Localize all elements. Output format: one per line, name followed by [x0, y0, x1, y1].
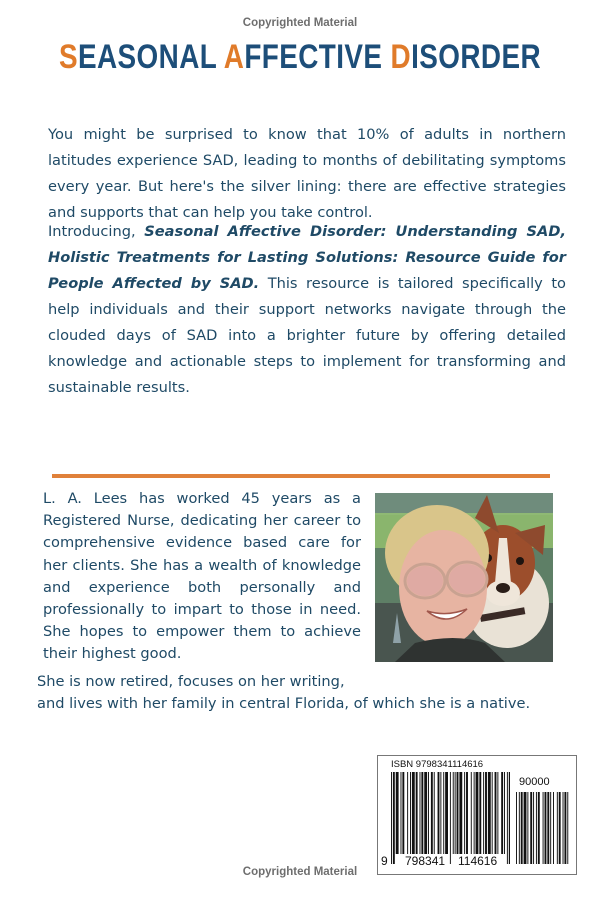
barcode-bar — [431, 772, 433, 854]
book-title — [54, 38, 546, 77]
barcode-bar — [488, 772, 491, 854]
barcode-bar — [420, 772, 421, 854]
barcode-digits-left: 798341 — [405, 854, 446, 868]
copyright-watermark-bottom: Copyrighted Material — [242, 866, 358, 878]
barcode-bar — [547, 792, 549, 864]
intro-lead: Introducing, — [48, 223, 145, 240]
barcode-bar — [536, 792, 537, 864]
barcode-bar — [501, 772, 503, 854]
barcode-bar — [521, 792, 523, 864]
barcode-bar — [479, 772, 481, 854]
barcode-bar — [527, 792, 528, 864]
barcode-bar — [492, 772, 493, 854]
barcode-bar — [553, 792, 554, 864]
barcode-bar — [459, 772, 462, 854]
barcode-bar — [495, 772, 497, 854]
barcode-bar — [438, 772, 440, 854]
barcode-bar — [455, 772, 456, 854]
barcode-main-bars — [390, 772, 510, 864]
barcode-bar — [543, 792, 544, 864]
barcode-bar — [453, 772, 454, 854]
isbn-label: ISBN 9798341114616 — [391, 759, 484, 770]
isbn-barcode — [377, 755, 577, 875]
barcode-bar — [407, 772, 408, 854]
barcode-bar — [564, 792, 566, 864]
book-full-title: Seasonal Affective Disorder: Understanding SAD, Holistic Treatments for Lasting Solutions: Resource Guide for People Affected by SAD. — [48, 223, 566, 292]
author-bio: L. A. Lees has worked 45 years as a Registered Nurse, dedicating her career to comprehensive evidence based care for her clients. She has a wealth of knowledge and experience both personally and professionally to impart to those in need. She hopes to empower them to achieve their highest good. — [43, 490, 361, 663]
barcode-bar — [563, 792, 564, 864]
barcode-bar — [412, 772, 415, 854]
barcode-bar — [524, 792, 527, 864]
barcode-bar — [538, 792, 540, 864]
barcode-bar — [483, 772, 484, 854]
bio-line: and lives with her family in central Florida, of which she is a native. — [37, 695, 531, 712]
barcode-digits-right: 114616 — [458, 854, 498, 868]
barcode-bar — [557, 792, 558, 864]
barcode-bar — [445, 772, 448, 854]
title-part: D — [390, 38, 412, 76]
barcode-bar — [393, 772, 395, 864]
barcode-bar — [440, 772, 441, 854]
title-part: EASONAL — [77, 38, 224, 76]
barcode-bar — [509, 772, 510, 864]
barcode-bar — [402, 772, 404, 854]
barcode-bar — [401, 772, 402, 854]
author-with-dog-image — [375, 493, 553, 662]
intro-description: This resource is tailored specifically to help individuals and their support networks navigate through the clouded days of SAD into a brighter future by offering detailed knowledge and actionable steps to implement for transforming and sustainable results. — [48, 275, 566, 396]
barcode-bar — [516, 792, 517, 864]
barcode-bar — [519, 792, 520, 864]
barcode-bar — [497, 772, 498, 854]
barcode-bar — [530, 792, 532, 864]
barcode-bar — [396, 772, 399, 854]
barcode-addon-bars — [515, 792, 570, 864]
barcode-bar — [464, 772, 465, 854]
barcode-bar — [476, 772, 479, 854]
barcode-bar — [533, 792, 534, 864]
barcode-bar — [457, 772, 459, 854]
barcode-bar — [559, 792, 561, 864]
author-photo — [375, 493, 553, 662]
barcode-bar — [391, 772, 392, 864]
barcode-bar — [416, 772, 418, 854]
barcode-bar — [443, 772, 444, 854]
barcode-bar — [504, 772, 505, 854]
barcode-bar — [450, 772, 451, 864]
intro-paragraph-2 — [48, 219, 566, 401]
barcode-bar — [474, 772, 475, 854]
barcode-bar — [434, 772, 435, 854]
author-bio-closing — [37, 671, 557, 715]
title-part: FFECTIVE — [244, 38, 391, 76]
barcode-bar — [428, 772, 429, 854]
barcode-bar — [421, 772, 423, 854]
title-part: A — [223, 38, 245, 76]
barcode-bar — [550, 792, 551, 864]
barcode-addon-label: 90000 — [519, 776, 550, 788]
divider-rule — [52, 474, 550, 478]
barcode-bar — [485, 772, 487, 854]
barcode-digit-lead: 9 — [381, 854, 388, 868]
barcode-bar — [471, 772, 472, 854]
barcode-bar — [507, 772, 508, 864]
title-part: ISORDER — [411, 38, 542, 76]
bio-line: She is now retired, focuses on her writing, — [37, 673, 345, 690]
copyright-watermark-top: Copyrighted Material — [242, 17, 358, 29]
barcode-bar — [567, 792, 568, 864]
barcode-bar — [424, 772, 427, 854]
intro-paragraph-1: You might be surprised to know that 10% of adults in northern latitudes experience SAD, leading to months of debilitating symptoms every year. But here's the silver lining: there are effective strategies and supports that can help you take control. — [48, 126, 566, 221]
barcode-bar — [466, 772, 468, 854]
barcode-bar — [545, 792, 547, 864]
title-part: S — [58, 38, 78, 76]
barcode-bar — [410, 772, 411, 854]
